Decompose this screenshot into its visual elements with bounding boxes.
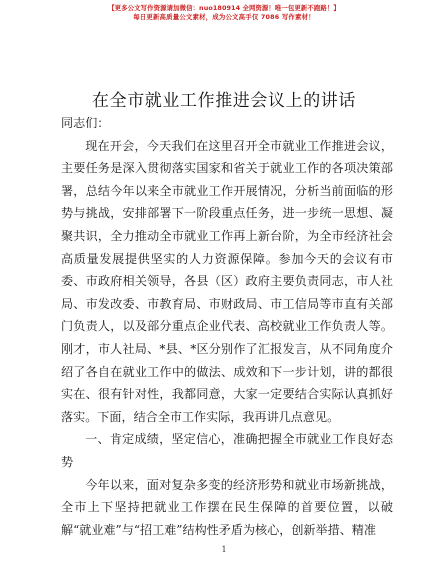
greeting: 同志们： (61, 116, 110, 130)
promo-banner (0, 4, 448, 22)
section-paragraph: 今年以来，面对复杂多变的经济形势和就业市场新挑战，全市上下坚持把就业工作摆在民生保障的首要位置，以破解“就业难”与“招工难”结构性矛盾为核心，创新举措、精准 (61, 477, 393, 537)
document-title: 在全市就业工作推进会议上的讲话 (92, 91, 356, 111)
section-heading: 一、肯定成绩，坚定信心，准确把握全市就业工作良好态势 (61, 432, 393, 469)
opening-paragraph: 现在开会，今天我们在这里召开全市就业工作推进会议，主要任务是深入贯彻落实国家和省关于就业工作的各项决策部署，总结今年以来全市就业工作开展情况，分析当前面临的形势与挑战，安排部署下一阶段重点任务，进一步统一思想、凝聚共识，全力推动全市就业工作再上新台阶，为全市经济社会高质量发展提供坚实的人力资源保障。参加今天的会议有市委、市政府相关领导，各县（区）政府主要负责同志，市人社局、市发改委、市教育局、市财政局、市工信局等市直有关部门负责人，以及部分重点企业代表、高校就业工作负责人等。刚才，市人社局、*县、*区分别作了汇报发言，从不同角度介绍了各自在就业工作中的做法、成效和下一步计划，讲的都很实在、很有针对性，我都同意，大家一定要结合实际认真抓好落实。下面，结合全市工作实际，我再讲几点意见。 (61, 138, 393, 424)
promo-banner-line-1: 【更多公文写作资源请加微信：nuo180914 全网资源！唯一包更新不跑路！】 (108, 4, 340, 12)
page-number: 1 (221, 545, 227, 554)
document-body (61, 112, 393, 541)
promo-banner-line-2: 每日更新高质量公文素材，成为公文高手仅 7086 写作素材！ (133, 13, 315, 21)
